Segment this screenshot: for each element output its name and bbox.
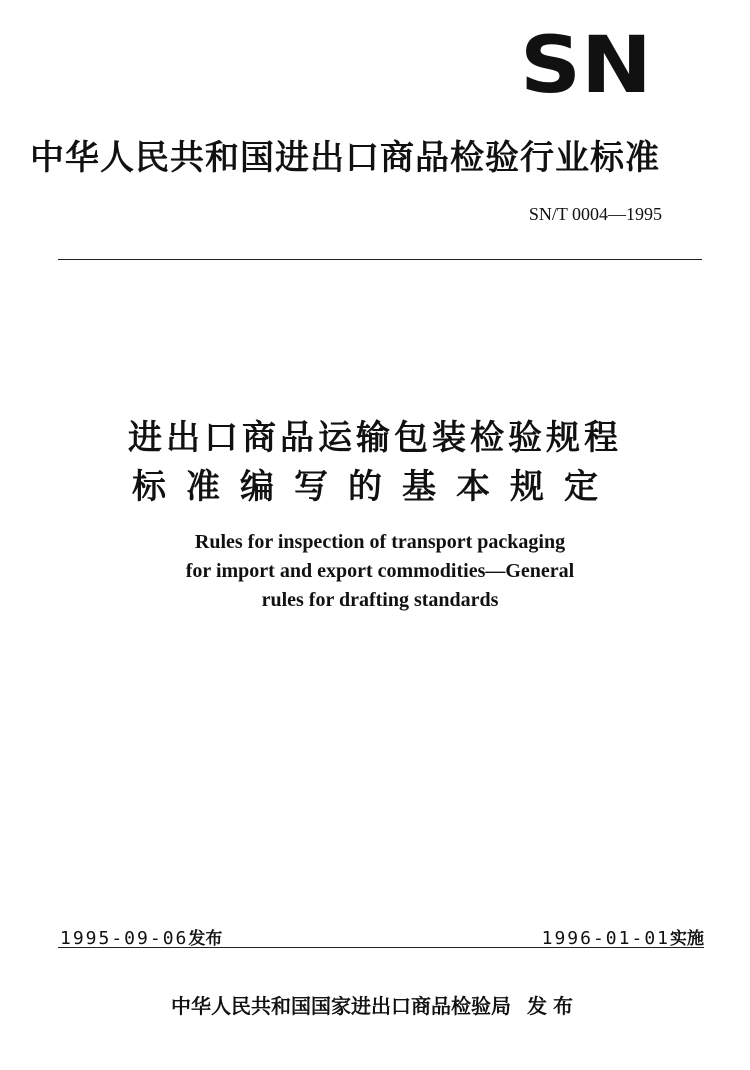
issue-date: 1995-09-06: [60, 928, 189, 949]
title-english-line-3: rules for drafting standards: [261, 589, 499, 611]
publish-action: 发布: [527, 994, 579, 1018]
header-divider: [58, 259, 702, 260]
sn-logo: [520, 28, 652, 94]
effective-date: 1996-01-01: [541, 928, 670, 949]
standard-number: SN/T 0004—1995: [528, 204, 662, 224]
title-english-line-1: Rules for inspection of transport packaging: [194, 531, 566, 553]
sn-logo-text: SN: [520, 28, 652, 94]
title-chinese-line-1: 进出口商品运输包装检验规程: [128, 418, 622, 458]
issue-date-block: [60, 924, 222, 949]
effective-date-block: [542, 924, 704, 949]
title-english-line-2: for import and export commodities—General: [185, 560, 575, 582]
publisher-name: 中华人民共和国国家进出口商品检验局: [171, 994, 511, 1018]
publisher-line: [0, 990, 750, 1019]
issuing-organization-title: 中华人民共和国进出口商品检验行业标准: [30, 138, 660, 178]
title-chinese-line-2: 标准编写的基本规定: [132, 467, 618, 507]
effective-label: 实施: [670, 929, 704, 949]
issue-label: 发布: [188, 929, 223, 949]
footer-divider: [58, 947, 704, 948]
